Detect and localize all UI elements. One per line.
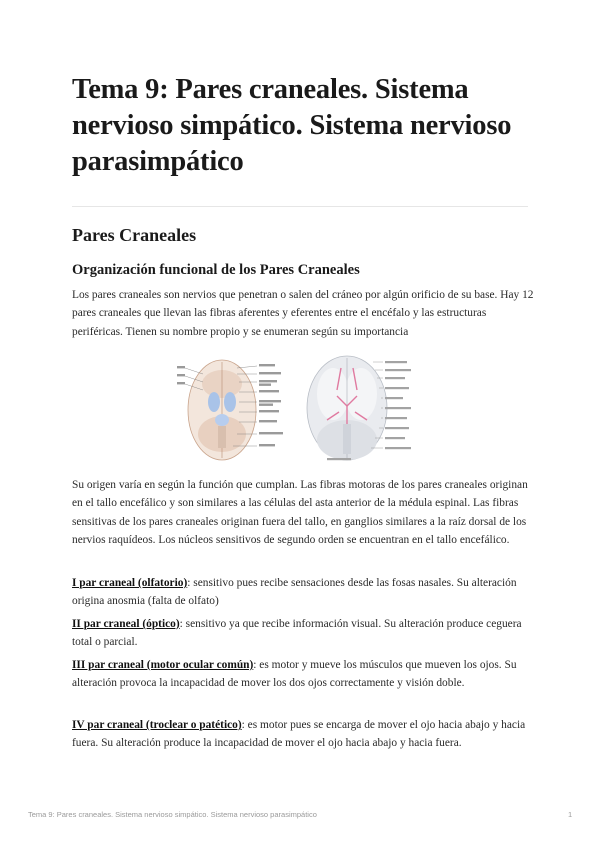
- brain-base-diagram-left: [177, 354, 295, 466]
- nerve-description: : sensitivo ya que recibe información visual. Su alteración produce ceguera total o parcial.: [72, 618, 522, 649]
- nerve-description: : es motor pues se encarga de mover el ojo hacia abajo y hacia fuera. Su alteración produce la incapacidad de mover el ojo hacia abajo y hacia fuera.: [72, 719, 526, 750]
- nerve-item-1: [72, 574, 534, 611]
- page-title: Tema 9: Pares craneales. Sistema nervioso simpático. Sistema nervioso parasimpático: [72, 74, 512, 177]
- brain-base-diagram-right: [307, 356, 411, 460]
- title-divider: [72, 206, 528, 207]
- footer-doc-title: Tema 9: Pares craneales. Sistema nervioso simpático. Sistema nervioso parasimpático: [28, 810, 317, 819]
- nerve-name: IV par craneal (troclear o patético): [72, 719, 242, 731]
- footer-page-number: 1: [568, 810, 573, 819]
- intro-paragraph: Los pares craneales son nervios que penetran o salen del cráneo por algún orificio de su base. Hay 12 pares craneales que llevan las fibras aferentes y eferentes entre el encéfalo y las estructuras periféricas. Tienen su nombre propio y se enumeran según su importancia: [72, 289, 534, 338]
- cranial-nerves-figure: [177, 354, 417, 466]
- subsection-heading: Organización funcional de los Pares Craneales: [72, 262, 360, 278]
- nerve-item-3: [72, 656, 534, 693]
- nerve-description: : es motor y mueve los músculos que mueven los ojos. Su alteración provoca la incapacidad de mover los dos ojos correctamente y visión doble.: [72, 659, 517, 690]
- nerve-item-4: [72, 716, 534, 753]
- section-heading: Pares Craneales: [72, 225, 197, 245]
- nerve-name: III par craneal (motor ocular común): [72, 659, 254, 671]
- origin-paragraph: Su origen varía en según la función que cumplan. Las fibras motoras de los pares craneales originan en el tallo encefálico y son similares a las células del asta anterior de la médula espinal. Las fibras sensitivas de los pares craneales originan fuera del tallo, en ganglios similares a la raíz dorsal de los nervios raquídeos. Los núcleos sensitivos de segundo orden se encuentran en el tallo encefálico.: [72, 479, 528, 547]
- nerve-name: I par craneal (olfatorio): [72, 577, 188, 589]
- nerve-description: : sensitivo pues recibe sensaciones desde las fosas nasales. Su alteración origina anosmia (falta de olfato): [72, 577, 517, 608]
- nerve-name: II par craneal (óptico): [72, 618, 180, 630]
- nerve-item-2: [72, 615, 534, 652]
